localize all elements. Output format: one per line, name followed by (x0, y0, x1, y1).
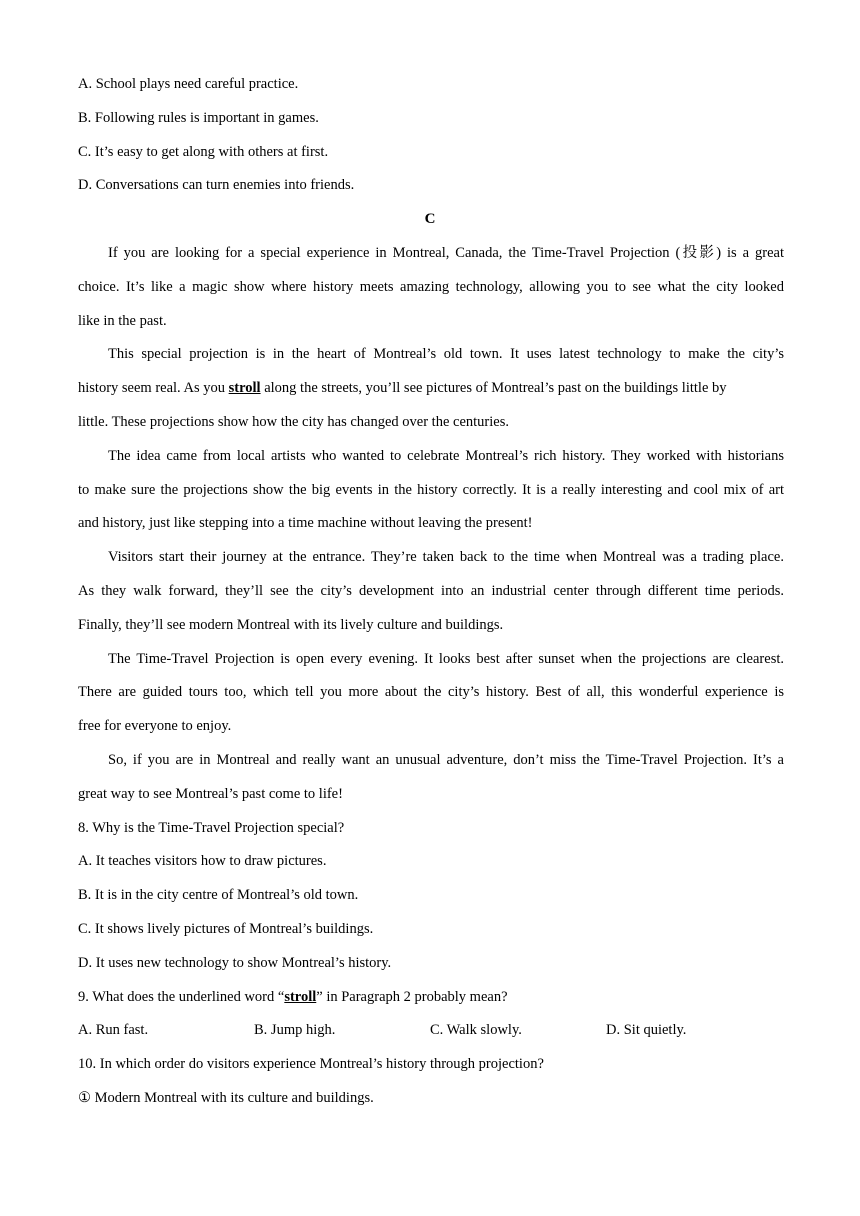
q9-stem (78, 988, 784, 1006)
q10-stem: 10. In which order do visitors experience Montreal’s history through projection? (78, 1056, 544, 1072)
q9-keyword-stroll: stroll (284, 989, 317, 1005)
prev-option-b: B. Following rules is important in games. (78, 110, 319, 126)
p2-line2-end: along the streets, you’ll see pictures of Montreal’s past on the buildings little by (260, 380, 727, 396)
p5-line3: free for everyone to enjoy. (78, 718, 232, 734)
q10-item-1: ① Modern Montreal with its culture and buildings. (78, 1090, 374, 1106)
q9-option-b: B. Jump high. (254, 1022, 336, 1038)
p2-line2-start: history seem real. As you (78, 380, 229, 396)
p1-line3: like in the past. (78, 313, 167, 329)
keyword-stroll: stroll (228, 380, 261, 396)
p2-line3: little. These projections show how the city has changed over the centuries. (78, 414, 509, 430)
p4-line1: Visitors start their journey at the entrance. They’re taken back to the time when Montreal was a trading place. (108, 549, 784, 565)
p3-line2: to make sure the projections show the big events in the history correctly. It is a really interesting and cool mix of art (78, 482, 784, 498)
p2-line1: This special projection is in the heart of Montreal’s old town. It uses latest technology to make the city’s (108, 346, 784, 362)
p5-line1: The Time-Travel Projection is open every evening. It looks best after sunset when the projections are clearest. (108, 651, 784, 667)
p1-line1: If you are looking for a special experience in Montreal, Canada, the Time-Travel Projection (投影) is a great (108, 245, 784, 261)
p6-line2: great way to see Montreal’s past come to life! (78, 786, 343, 802)
q9-stem-end: ” in Paragraph 2 probably mean? (316, 989, 508, 1005)
prev-option-d: D. Conversations can turn enemies into friends. (78, 177, 355, 193)
p3-line3: and history, just like stepping into a time machine without leaving the present! (78, 515, 533, 531)
q9-option-d: D. Sit quietly. (606, 1022, 687, 1038)
q8-stem: 8. Why is the Time-Travel Projection special? (78, 820, 345, 836)
prev-option-a: A. School plays need careful practice. (78, 76, 299, 92)
prev-option-c: C. It’s easy to get along with others at first. (78, 144, 329, 160)
q9-stem-start: 9. What does the underlined word “ (78, 989, 285, 1005)
p1-line2: choice. It’s like a magic show where history meets amazing technology, allowing you to see what the city looked (78, 279, 784, 295)
q8-option-a: A. It teaches visitors how to draw pictures. (78, 853, 327, 869)
q9-option-a: A. Run fast. (78, 1022, 149, 1038)
p4-line2: As they walk forward, they’ll see the city’s development into an industrial center through different time periods. (78, 583, 784, 599)
p5-line2: There are guided tours too, which tell you more about the city’s history. Best of all, this wonderful experience is (78, 684, 784, 700)
p2-line2 (78, 379, 784, 397)
p3-line1: The idea came from local artists who wanted to celebrate Montreal’s rich history. They worked with historians (108, 448, 784, 464)
q9-option-c: C. Walk slowly. (430, 1022, 522, 1038)
q9-options (78, 1021, 784, 1039)
p6-line1: So, if you are in Montreal and really want an unusual adventure, don’t miss the Time-Travel Projection. It’s a (108, 752, 784, 768)
section-heading: C (424, 211, 436, 227)
q8-option-d: D. It uses new technology to show Montreal’s history. (78, 955, 392, 971)
q8-option-c: C. It shows lively pictures of Montreal’s buildings. (78, 921, 374, 937)
p4-line3: Finally, they’ll see modern Montreal with its lively culture and buildings. (78, 617, 504, 633)
q8-option-b: B. It is in the city centre of Montreal’s old town. (78, 887, 359, 903)
